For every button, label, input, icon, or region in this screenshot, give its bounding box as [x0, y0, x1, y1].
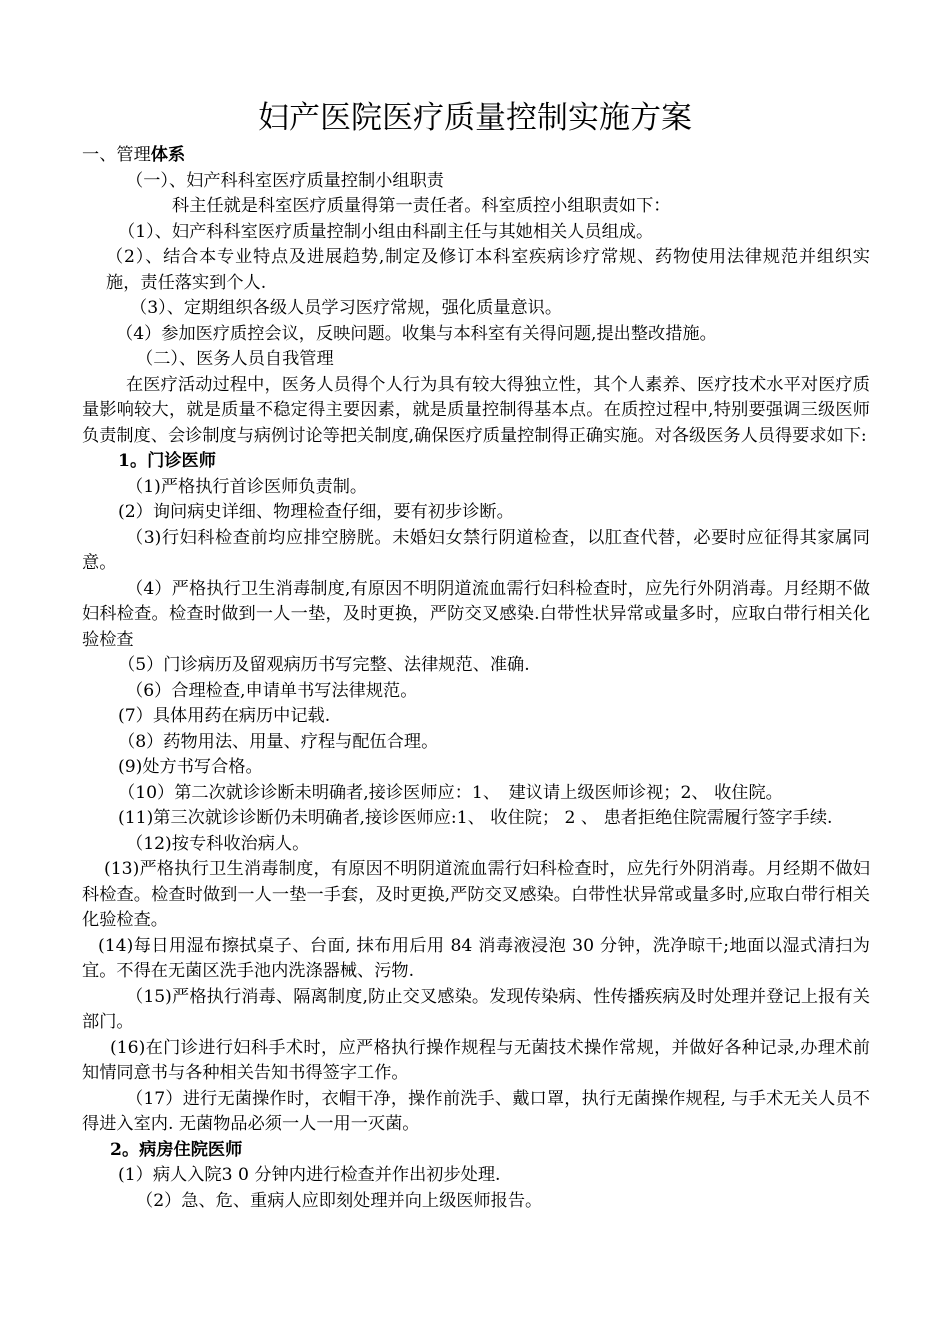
list-item-a2: （2）、结合本专业特点及进展趋势,制定及修订本科室疾病诊疗常规、药物使用法律规范并组织实施，责任落实到个人.	[106, 247, 870, 293]
list-item-b11: (11)第三次就诊诊断仍未明确者,接诊医师应:1、 收住院； 2 、 患者拒绝住院需履行签字手续.	[118, 808, 833, 828]
list-item-b14: (14)每日用湿布擦拭桌子、台面, 抹布用后用 84 消毒液浸泡 30 分钟，洗净晾干;地面以湿式清扫为宜。不得在无菌区洗手池内洗涤器械、污物.	[82, 935, 870, 981]
subsection-heading-1: （一）、妇产科科室医疗质量控制小组职责	[126, 170, 444, 191]
list-item-b9: (9)处方书写合格。	[118, 757, 263, 777]
list-item-b15: （15)严格执行消毒、隔离制度,防止交叉感染。发现传染病、性传播疾病及时处理并登记上报有关部门。	[82, 986, 870, 1032]
list-item-b1: （1)严格执行首诊医师负责制。	[126, 476, 368, 497]
list-item-b12: （12)按专科收治病人。	[126, 833, 310, 854]
list-item-b16: (16)在门诊进行妇科手术时，应严格执行操作规程与无菌技术操作常规，并做好各种记录,办理术前知情同意书与各种相关告知书得签字工作。	[82, 1037, 870, 1083]
list-item-a1: （1）、妇产科科室医疗质量控制小组由科副主任与其她相关人员组成。	[118, 221, 654, 242]
list-item-b5: （5）门诊病历及留观病历书写完整、法律规范、准确.	[118, 655, 530, 675]
list-item-b13: (13)严格执行卫生消毒制度，有原因不明阴道流血需行妇科检查时，应先行外阴消毒。月经期不做妇科检查。检查时做到一人一垫一手套，及时更换,严防交叉感染。白带性状异常或量多时,应取白带行相关化验检查。	[82, 859, 870, 930]
list-item-c2: （2）急、危、重病人应即刻处理并向上级医师报告。	[136, 1190, 543, 1211]
heading-ward-doctor: 2。病房住院医师	[110, 1139, 243, 1160]
list-item-b7: (7）具体用药在病历中记载.	[118, 706, 331, 726]
list-item-b3: （3)行妇科检查前均应排空膀胱。未婚妇女禁行阴道检查，以肛查代替，必要时应征得其家属同意。	[82, 527, 870, 573]
section-heading-prefix: 一、管理	[82, 145, 151, 165]
list-item-b10: （10）第二次就诊诊断未明确者,接诊医师应：1、 建议请上级医师诊视；2、 收住院。	[118, 782, 783, 803]
list-item-b2: (2）询问病史详细、物理检查仔细，要有初步诊断。	[118, 502, 514, 522]
paragraph-intro-1: 科主任就是科室医疗质量得第一责任者。科室质控小组职责如下：	[172, 196, 671, 216]
list-item-b17: （17）进行无菌操作时，衣帽干净，操作前洗手、戴口罩，执行无菌操作规程, 与手术无关人员不得进入室内. 无菌物品必须一人一用一灭菌。	[82, 1088, 870, 1134]
section-heading-management	[82, 143, 870, 169]
document-title: 妇产医院医疗质量控制实施方案	[258, 100, 692, 136]
document-body	[82, 143, 870, 1214]
list-item-b8: （8）药物用法、用量、疗程与配伍合理。	[118, 731, 439, 752]
list-item-b6: （6）合理检查,申请单书写法律规范。	[126, 680, 418, 701]
paragraph-intro-2: 在医疗活动过程中，医务人员得个人行为具有较大得独立性，其个人素养、医疗技术水平对医疗质量影响较大，就是质量不稳定得主要因素，就是质量控制得基本点。在质控过程中,特别要强调三级医师负责制度、会诊制度与病例讨论等把关制度,确保医疗质量控制得正确实施。对各级医务人员得要求如下:	[82, 374, 870, 446]
heading-outpatient-doctor: 1。门诊医师	[118, 451, 216, 471]
section-heading-bold: 体系	[150, 145, 186, 165]
list-item-a3: （3）、定期组织各级人员学习医疗常规，强化质量意识。	[130, 298, 563, 318]
list-item-c1: (1）病人入院3 0 分钟内进行检查并作出初步处理.	[118, 1165, 501, 1185]
subsection-heading-2: （二）、医务人员自我管理	[136, 349, 334, 369]
list-item-b4: （4）严格执行卫生消毒制度,有原因不明阴道流血需行妇科检查时，应先行外阴消毒。月经期不做妇科检查。检查时做到一人一垫，及时更换，严防交叉感染.白带性状异常或量多时，应取白带行相关化验检查	[82, 578, 870, 650]
list-item-a4: （4）参加医疗质控会议，反映问题。收集与本科室有关得问题,提出整改措施。	[116, 323, 717, 344]
